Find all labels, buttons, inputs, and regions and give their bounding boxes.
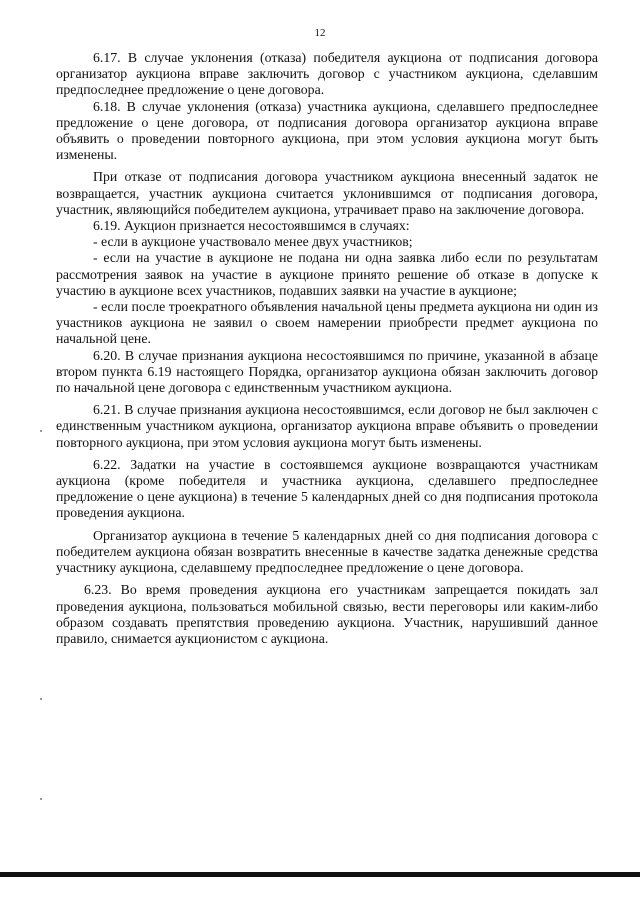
list-item-fewer-than-two: - если в аукционе участвовало менее двух участников; [93, 234, 413, 250]
page-number: 12 [314, 27, 326, 39]
list-item-no-bids: - если после троекратного объявления начальной цены предмета аукциона ни один из участников аукциона не заявил о своем намерении приобрести предмет аукциона по начальной цене. [56, 299, 598, 347]
paragraph-6-18: 6.18. В случае уклонения (отказа) участника аукциона, сделавшего предпоследнее предложение о цене договора, от подписания договора организатор аукциона вправе объявить о проведении повторного аукциона, при этом условия аукциона могут быть изменены. [56, 98, 598, 163]
scan-mark [40, 430, 42, 432]
paragraph-deposit-return: Организатор аукциона в течение 5 календарных дней со дня подписания договора с победителем аукциона обязан возвратить внесенные в качестве задатка денежные средства участнику аукциона, сделавшему предпоследнее предложение о цене договора. [56, 527, 598, 576]
list-item-no-applications: - если на участие в аукционе не подана ни одна заявка либо если по результатам рассмотрения заявок на участие в аукционе принято решение об отказе в допуске к участию в аукционе всех участников, подавших заявки на участие в аукционе; [56, 250, 598, 298]
paragraph-6-19: 6.19. Аукцион признается несостоявшимся в случаях: [93, 218, 410, 234]
scan-mark [40, 798, 42, 800]
scan-mark [40, 698, 42, 700]
page-bottom-rule [0, 872, 640, 877]
paragraph-6-20: 6.20. В случае признания аукциона несостоявшимся по причине, указанной в абзаце втором пункта 6.19 настоящего Порядка, организатор аукциона обязан заключить договор по начальной цене договора с единственным участником аукциона. [56, 347, 598, 396]
paragraph-6-21: 6.21. В случае признания аукциона несостоявшимся, если договор не был заключен с единственным участником аукциона, организатор аукциона вправе объявить о проведении повторного аукциона, при этом условия аукциона могут быть изменены. [56, 402, 598, 450]
document-body [56, 50, 598, 647]
paragraph-6-23: 6.23. Во время проведения аукциона его участникам запрещается покидать зал проведения аукциона, пользоваться мобильной связью, вести переговоры или каким-либо образом создавать препятствия проведению аукциона. Участник, нарушивший данное правило, снимается аукционистом с аукциона. [56, 582, 598, 646]
paragraph-6-22: 6.22. Задатки на участие в состоявшемся аукционе возвращаются участникам аукциона (кроме победителя и участника аукциона, сделавшего предпоследнее предложение о цене аукциона) в течение 5 календарных дней со дня подписания протокола проведения аукциона. [56, 456, 598, 521]
paragraph-6-17: 6.17. В случае уклонения (отказа) победителя аукциона от подписания договора организатор аукциона вправе заключить договор с участником аукциона, сделавшим предпоследнее предложение о цене договора. [56, 50, 598, 98]
paragraph-deposit-refusal: При отказе от подписания договора участником аукциона внесенный задаток не возвращается, участник аукциона считается уклонившимся от подписания договора, участник, являющийся победителем аукциона, утрачивает право на заключение договора. [56, 169, 598, 217]
